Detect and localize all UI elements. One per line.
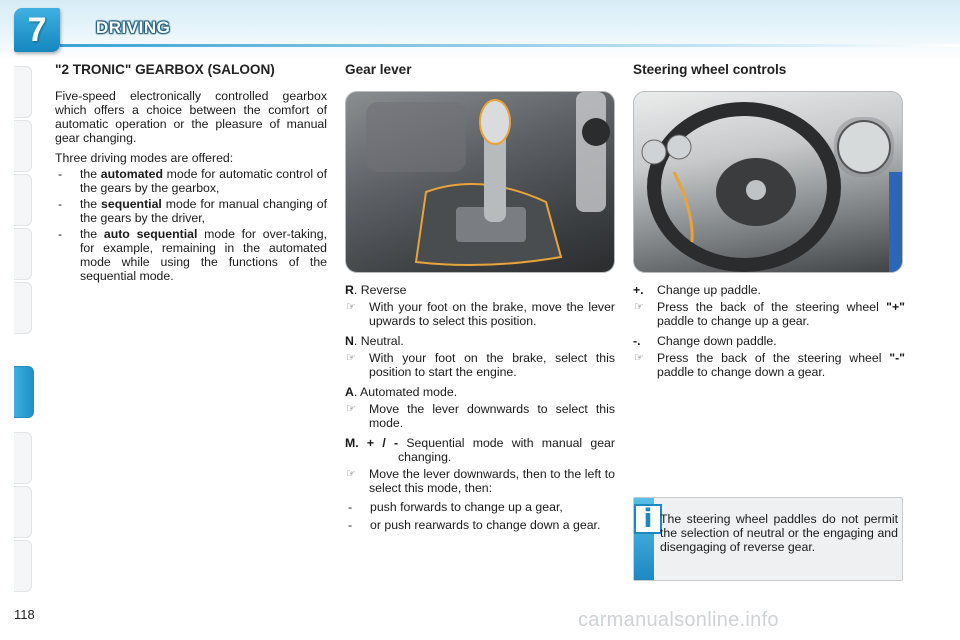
pointing-hand-icon: ☞ bbox=[346, 352, 356, 364]
pointing-hand-icon: ☞ bbox=[346, 403, 356, 415]
side-tab-3[interactable] bbox=[14, 174, 32, 226]
gear-m-definition: M. + / - Sequential mode with manual gear changing. bbox=[345, 436, 615, 464]
side-tab-1[interactable] bbox=[14, 66, 32, 118]
side-tab-5[interactable] bbox=[14, 282, 32, 334]
side-tab-4[interactable] bbox=[14, 228, 32, 280]
gear-a-note: ☞ Move the lever downwards to select this mode. bbox=[346, 402, 615, 430]
m-item-change-down: - or push rearwards to change down a gear. bbox=[348, 518, 601, 532]
pointing-hand-icon: ☞ bbox=[634, 301, 644, 313]
plus-paddle-note: ☞ Press the back of the steering wheel "+" paddle to change up a gear. bbox=[634, 300, 905, 328]
gear-lever-illustration bbox=[346, 92, 615, 273]
mode-auto-sequential: - the auto sequential mode for over-taking, for example, remaining in the automated mode while using the functions of the sequential mode. bbox=[58, 227, 328, 283]
gear-a-definition: A. Automated mode. bbox=[345, 385, 458, 399]
pointing-hand-icon: ☞ bbox=[346, 301, 356, 313]
minus-paddle-definition: -. Change down paddle. bbox=[633, 334, 777, 348]
steering-wheel-photo bbox=[633, 91, 903, 273]
info-icon: i bbox=[634, 504, 662, 534]
info-box bbox=[633, 497, 903, 581]
pointing-hand-icon: ☞ bbox=[634, 352, 644, 364]
chapter-number-tab: 7 bbox=[14, 8, 60, 52]
mode-sequential: - the sequential mode for manual changing of the gears by the driver, bbox=[58, 197, 327, 225]
plus-paddle-definition: +. Change up paddle. bbox=[633, 283, 761, 297]
minus-paddle-note: ☞ Press the back of the steering wheel "-" paddle to change down a gear. bbox=[634, 351, 905, 379]
side-tab-9[interactable] bbox=[14, 486, 32, 538]
gear-lever-title: Gear lever bbox=[345, 62, 412, 77]
side-tab-7-active[interactable] bbox=[14, 366, 34, 418]
info-text: The steering wheel paddles do not permit the selection of neutral or the engaging and disengaging of reverse gear. bbox=[660, 512, 898, 554]
gear-n-definition: N. Neutral. bbox=[345, 334, 404, 348]
page-number: 118 bbox=[14, 607, 35, 622]
steering-column bbox=[633, 60, 905, 379]
side-tab-2[interactable] bbox=[14, 120, 32, 172]
side-tab-10[interactable] bbox=[14, 540, 32, 592]
watermark: carmanualsonline.info bbox=[578, 609, 779, 631]
m-item-change-up: - push forwards to change up a gear, bbox=[348, 500, 563, 514]
gear-n-note: ☞ With your foot on the brake, select this position to start the engine. bbox=[346, 351, 615, 379]
pointing-hand-icon: ☞ bbox=[346, 468, 356, 480]
gearbox-column bbox=[55, 60, 327, 283]
steering-title: Steering wheel controls bbox=[633, 62, 787, 77]
chapter-title: DRIVING bbox=[96, 18, 171, 37]
gear-m-note: ☞ Move the lever downwards, then to the left to select this mode, then: bbox=[346, 467, 615, 495]
modes-intro: Three driving modes are offered: bbox=[55, 151, 234, 165]
header-rule bbox=[60, 44, 960, 47]
gear-r-definition: R. Reverse bbox=[345, 283, 407, 297]
gearbox-title: "2 TRONIC" GEARBOX (SALOON) bbox=[55, 62, 275, 77]
gear-lever-column bbox=[345, 60, 615, 532]
steering-wheel-illustration bbox=[634, 92, 903, 273]
gear-lever-photo bbox=[345, 91, 615, 273]
side-tab-8[interactable] bbox=[14, 432, 32, 484]
gear-r-note: ☞ With your foot on the brake, move the lever upwards to select this position. bbox=[346, 300, 615, 328]
mode-automated: - the automated mode for automatic control of the gears by the gearbox, bbox=[58, 167, 328, 195]
gearbox-intro: Five-speed electronically controlled gearbox which offers a choice between the comfort of automatic operation or the pleasure of manual gear changing. bbox=[55, 89, 327, 145]
